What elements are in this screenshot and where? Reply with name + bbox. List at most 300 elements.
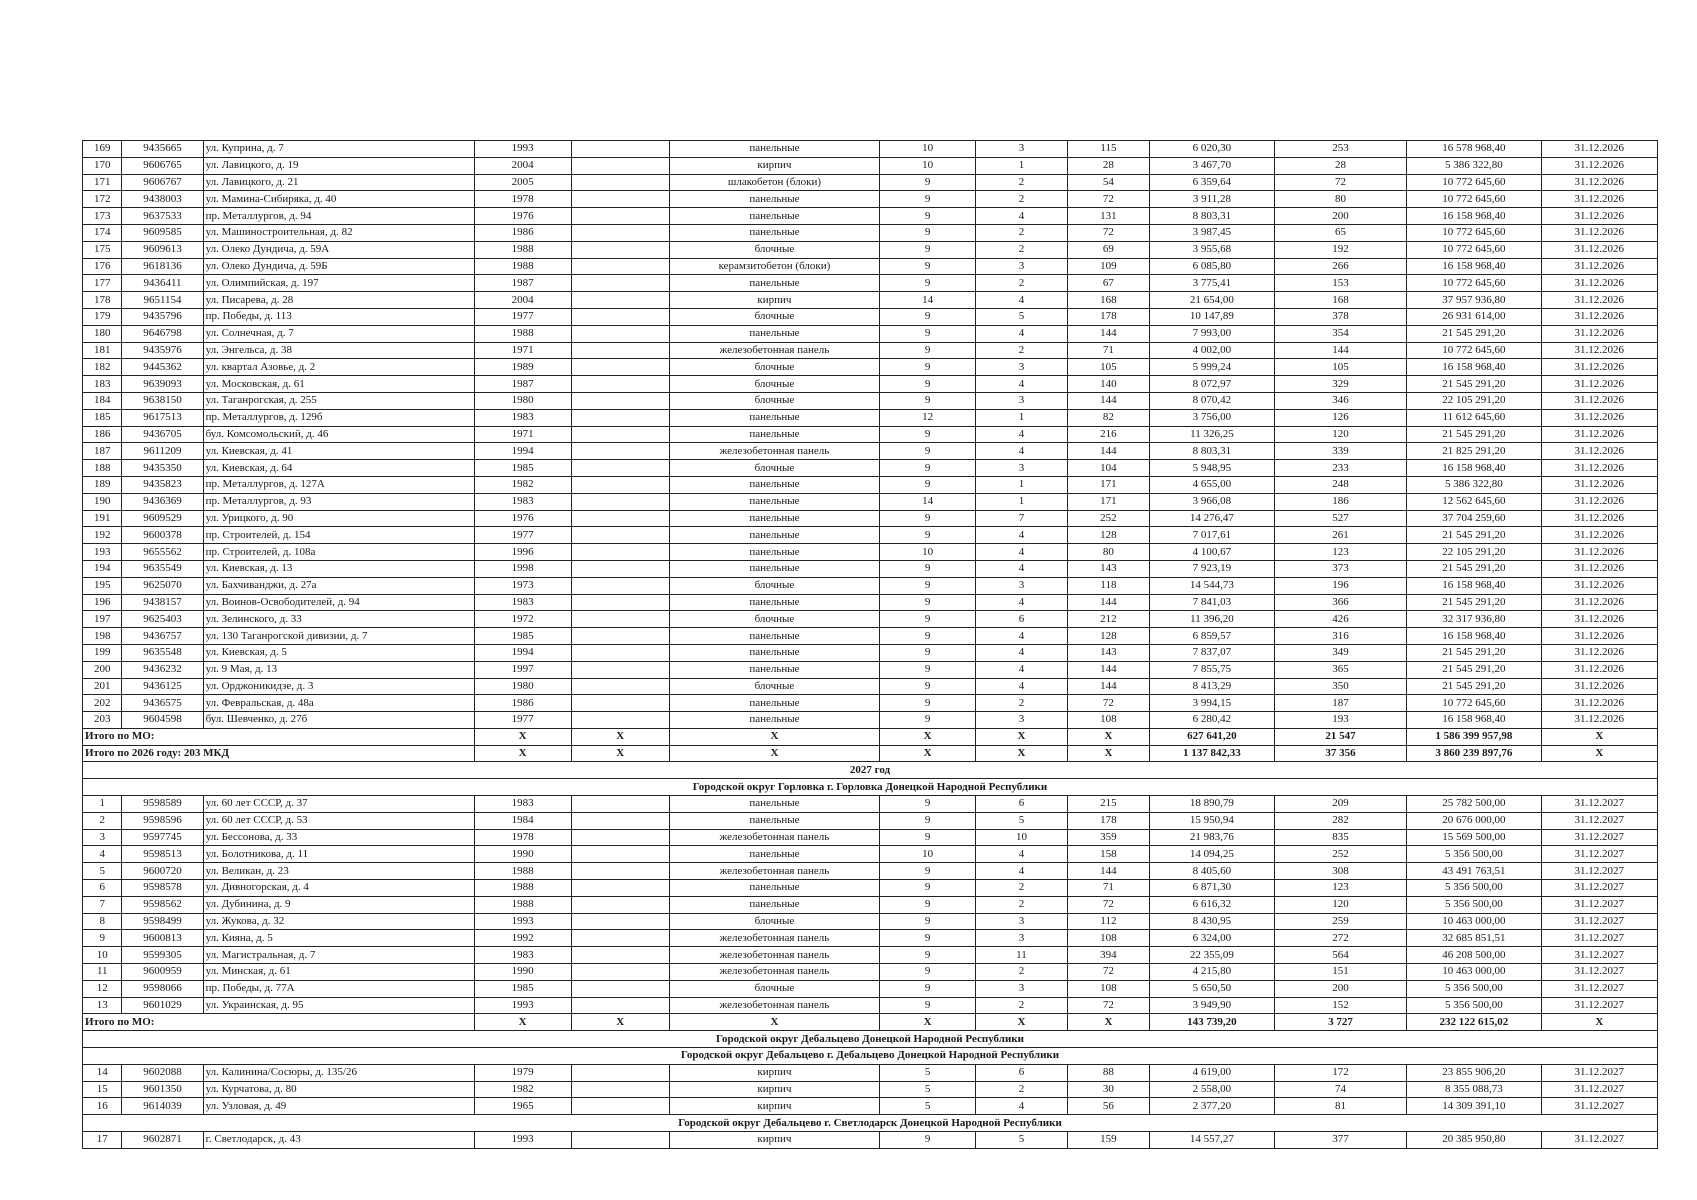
table-cell: 81 <box>1274 1098 1406 1115</box>
table-cell: 9598578 <box>122 880 203 897</box>
table-cell: 308 <box>1274 863 1406 880</box>
table-cell <box>571 409 669 426</box>
table-cell: 2 <box>976 241 1068 258</box>
table-cell <box>571 325 669 342</box>
table-cell: 3 <box>976 577 1068 594</box>
table-cell: 31.12.2027 <box>1541 863 1657 880</box>
table-cell: 9 <box>880 359 976 376</box>
table-cell: 9618136 <box>122 258 203 275</box>
table-cell: 31.12.2026 <box>1541 460 1657 477</box>
table-cell: 1986 <box>474 224 571 241</box>
table-cell: ул. Писарева, д. 28 <box>203 292 474 309</box>
table-cell: блочные <box>669 376 879 393</box>
table-cell: 31.12.2026 <box>1541 275 1657 292</box>
table-cell: 272 <box>1274 930 1406 947</box>
table-cell: 71 <box>1067 880 1149 897</box>
table-cell: 1971 <box>474 342 571 359</box>
table-cell: 10 772 645,60 <box>1407 241 1541 258</box>
table-cell: 123 <box>1274 544 1406 561</box>
total-cell: X <box>1541 745 1657 762</box>
table-cell: 266 <box>1274 258 1406 275</box>
total-cell: X <box>880 1014 976 1031</box>
table-cell: ул. Калинина/Сосюры, д. 135/26 <box>203 1064 474 1081</box>
table-cell: 178 <box>83 292 122 309</box>
table-cell: 5 356 500,00 <box>1407 980 1541 997</box>
table-cell: 72 <box>1067 224 1149 241</box>
table-cell: ул. Курчатова, д. 80 <box>203 1081 474 1098</box>
table-cell: 5 356 500,00 <box>1407 846 1541 863</box>
table-cell <box>571 342 669 359</box>
table-cell: 8 355 088,73 <box>1407 1081 1541 1098</box>
table-cell: 69 <box>1067 241 1149 258</box>
table-cell: 187 <box>1274 695 1406 712</box>
table-cell: 3 <box>976 359 1068 376</box>
table-cell: 178 <box>1067 308 1149 325</box>
table-cell: 31.12.2027 <box>1541 812 1657 829</box>
table-cell: 11 <box>976 947 1068 964</box>
table-cell: 88 <box>1067 1064 1149 1081</box>
total-cell: X <box>976 745 1068 762</box>
total-cell: X <box>669 728 879 745</box>
table-cell: 31.12.2026 <box>1541 342 1657 359</box>
table-cell: блочные <box>669 611 879 628</box>
total-cell: X <box>474 1014 571 1031</box>
table-cell <box>571 174 669 191</box>
table-cell: 1993 <box>474 1132 571 1149</box>
table-row <box>83 392 1658 409</box>
table-cell: 10 <box>880 141 976 158</box>
table-cell <box>571 359 669 376</box>
table-cell: 31.12.2027 <box>1541 1098 1657 1115</box>
table-cell: 2 <box>976 695 1068 712</box>
table-cell: 30 <box>1067 1081 1149 1098</box>
table-cell: бул. Шевченко, д. 27б <box>203 712 474 729</box>
table-cell: панельные <box>669 628 879 645</box>
table-cell: 189 <box>83 476 122 493</box>
total-cell: X <box>571 745 669 762</box>
table-cell: 9 <box>880 342 976 359</box>
table-cell: 3 <box>976 980 1068 997</box>
table-cell: 1993 <box>474 997 571 1014</box>
table-cell: 21 545 291,20 <box>1407 678 1541 695</box>
table-cell: 14 094,25 <box>1150 846 1275 863</box>
table-cell: 365 <box>1274 661 1406 678</box>
table-cell: 1965 <box>474 1098 571 1115</box>
table-cell: 9597745 <box>122 829 203 846</box>
table-cell: 9 <box>880 947 976 964</box>
section-title: 2027 год <box>83 762 1658 779</box>
table-cell: 25 782 500,00 <box>1407 796 1541 813</box>
table-cell: 1972 <box>474 611 571 628</box>
table-cell: ул. Магистральная, д. 7 <box>203 947 474 964</box>
table-cell: 9598562 <box>122 896 203 913</box>
table-cell: 10 772 645,60 <box>1407 174 1541 191</box>
table-cell: 31.12.2026 <box>1541 208 1657 225</box>
table-cell: 9436369 <box>122 493 203 510</box>
total-year-2026-row <box>83 745 1658 762</box>
table-row <box>83 880 1658 897</box>
table-cell: 282 <box>1274 812 1406 829</box>
table-cell: 426 <box>1274 611 1406 628</box>
table-cell: 200 <box>83 661 122 678</box>
table-cell: 108 <box>1067 712 1149 729</box>
table-cell: 31.12.2027 <box>1541 846 1657 863</box>
table-cell: 7 <box>976 510 1068 527</box>
total-cell: 627 641,20 <box>1150 728 1275 745</box>
table-cell: 9 <box>880 258 976 275</box>
table-cell: железобетонная панель <box>669 443 879 460</box>
table-cell: панельные <box>669 426 879 443</box>
table-cell: 9655562 <box>122 544 203 561</box>
table-cell: 144 <box>1067 863 1149 880</box>
table-cell: 187 <box>83 443 122 460</box>
section-title: Городской округ Дебальцево Донецкой Народной Республики <box>83 1031 1658 1048</box>
table-cell: 31.12.2026 <box>1541 258 1657 275</box>
table-cell: 6 324,00 <box>1150 930 1275 947</box>
total-mo-row <box>83 728 1658 745</box>
table-cell: 1988 <box>474 880 571 897</box>
table-cell: 4 <box>976 208 1068 225</box>
section-title: Городской округ Горловка г. Горловка Донецкой Народной Республики <box>83 779 1658 796</box>
table-row <box>83 376 1658 393</box>
table-cell: 31.12.2026 <box>1541 308 1657 325</box>
table-cell: 72 <box>1067 964 1149 981</box>
table-cell: 1988 <box>474 325 571 342</box>
table-row <box>83 476 1658 493</box>
section-gorlovka-header <box>83 779 1658 796</box>
table-row <box>83 426 1658 443</box>
table-cell: 72 <box>1067 997 1149 1014</box>
table-body <box>83 141 1658 1149</box>
table-cell: 171 <box>83 174 122 191</box>
table-cell: 173 <box>83 208 122 225</box>
table-cell <box>571 863 669 880</box>
table-cell: 373 <box>1274 560 1406 577</box>
table-cell: 9611209 <box>122 443 203 460</box>
table-cell: 2 <box>976 174 1068 191</box>
table-cell: 9436575 <box>122 695 203 712</box>
table-cell: 144 <box>1067 678 1149 695</box>
table-cell: 112 <box>1067 913 1149 930</box>
table-cell: ул. Кияна, д. 5 <box>203 930 474 947</box>
table-cell: 31.12.2026 <box>1541 241 1657 258</box>
table-cell: 9 <box>880 644 976 661</box>
table-cell: 175 <box>83 241 122 258</box>
table-cell: 4 <box>83 846 122 863</box>
table-cell: 21 545 291,20 <box>1407 560 1541 577</box>
table-cell: 182 <box>83 359 122 376</box>
table-cell: 120 <box>1274 426 1406 443</box>
section-svetlodarsk-header <box>83 1115 1658 1132</box>
table-cell <box>571 913 669 930</box>
table-cell: 144 <box>1067 443 1149 460</box>
table-cell: 6 <box>976 1064 1068 1081</box>
table-cell: 184 <box>83 392 122 409</box>
table-cell: 22 105 291,20 <box>1407 392 1541 409</box>
table-cell: кирпич <box>669 157 879 174</box>
table-cell: 15 569 500,00 <box>1407 829 1541 846</box>
table-cell: 195 <box>83 577 122 594</box>
table-cell: 5 <box>976 812 1068 829</box>
table-cell: 202 <box>83 695 122 712</box>
table-cell: 67 <box>1067 275 1149 292</box>
total-cell: 232 122 615,02 <box>1407 1014 1541 1031</box>
table-cell: 1985 <box>474 460 571 477</box>
table-cell: 4 <box>976 527 1068 544</box>
table-cell: 9445362 <box>122 359 203 376</box>
table-cell: 9651154 <box>122 292 203 309</box>
table-cell: 31.12.2026 <box>1541 527 1657 544</box>
table-cell: 16 578 968,40 <box>1407 141 1541 158</box>
table-cell: 171 <box>1067 493 1149 510</box>
table-cell: 31.12.2026 <box>1541 224 1657 241</box>
table-cell: 4 002,00 <box>1150 342 1275 359</box>
table-cell: 1987 <box>474 275 571 292</box>
table-cell: ул. 130 Таганрогской дивизии, д. 7 <box>203 628 474 645</box>
table-cell: 20 385 950,80 <box>1407 1132 1541 1149</box>
table-cell: 4 <box>976 1098 1068 1115</box>
table-cell: 11 612 645,60 <box>1407 409 1541 426</box>
table-cell: 4 <box>976 292 1068 309</box>
table-cell: 9609613 <box>122 241 203 258</box>
table-cell: 354 <box>1274 325 1406 342</box>
table-cell: ул. Бахчиванджи, д. 27а <box>203 577 474 594</box>
table-cell <box>571 997 669 1014</box>
table-cell <box>571 577 669 594</box>
table-cell: 193 <box>1274 712 1406 729</box>
table-cell: 9 <box>880 661 976 678</box>
table-cell: 31.12.2026 <box>1541 409 1657 426</box>
table-cell: ул. Февральская, д. 48а <box>203 695 474 712</box>
table-cell: 9600959 <box>122 964 203 981</box>
table-cell: ул. Олеко Дундича, д. 59Б <box>203 258 474 275</box>
table-cell: 177 <box>83 275 122 292</box>
table-cell: 74 <box>1274 1081 1406 1098</box>
table-cell: 200 <box>1274 980 1406 997</box>
table-cell: 176 <box>83 258 122 275</box>
table-cell: 3 994,15 <box>1150 695 1275 712</box>
table-cell: 128 <box>1067 628 1149 645</box>
table-cell: 31.12.2026 <box>1541 560 1657 577</box>
table-cell <box>571 712 669 729</box>
table-cell: 72 <box>1067 695 1149 712</box>
table-cell: 31.12.2026 <box>1541 376 1657 393</box>
table-cell: 170 <box>83 157 122 174</box>
table-row <box>83 342 1658 359</box>
table-cell: панельные <box>669 476 879 493</box>
table-cell: 16 158 968,40 <box>1407 628 1541 645</box>
table-cell: 190 <box>83 493 122 510</box>
table-cell: 120 <box>1274 896 1406 913</box>
table-cell: 179 <box>83 308 122 325</box>
table-cell: 377 <box>1274 1132 1406 1149</box>
table-cell: 13 <box>83 997 122 1014</box>
section-debaltsevo-city-header <box>83 1048 1658 1065</box>
table-cell: пр. Металлургов, д. 93 <box>203 493 474 510</box>
table-cell: панельные <box>669 644 879 661</box>
table-cell: 359 <box>1067 829 1149 846</box>
table-cell <box>571 896 669 913</box>
table-cell <box>571 980 669 997</box>
table-cell: 350 <box>1274 678 1406 695</box>
table-cell <box>571 224 669 241</box>
table-cell: 31.12.2026 <box>1541 628 1657 645</box>
table-cell: 9 <box>880 678 976 695</box>
table-row <box>83 997 1658 1014</box>
table-cell: панельные <box>669 191 879 208</box>
table-cell: 31.12.2027 <box>1541 896 1657 913</box>
table-cell: 192 <box>83 527 122 544</box>
table-cell: 316 <box>1274 628 1406 645</box>
table-cell: ул. Урицкого, д. 90 <box>203 510 474 527</box>
table-cell: 9609585 <box>122 224 203 241</box>
table-cell: ул. Бессонова, д. 33 <box>203 829 474 846</box>
table-cell: 4 <box>976 678 1068 695</box>
table-cell <box>571 527 669 544</box>
table-cell: панельные <box>669 812 879 829</box>
table-cell <box>571 544 669 561</box>
table-cell: 6 <box>83 880 122 897</box>
table-cell: 7 993,00 <box>1150 325 1275 342</box>
table-cell: 3 <box>976 930 1068 947</box>
table-cell <box>571 241 669 258</box>
table-cell: г. Светлодарск, д. 43 <box>203 1132 474 1149</box>
table-cell: 9 <box>880 863 976 880</box>
table-cell: 201 <box>83 678 122 695</box>
table-cell: ул. Зелинского, д. 33 <box>203 611 474 628</box>
table-cell: 1978 <box>474 191 571 208</box>
table-row <box>83 275 1658 292</box>
table-cell: 6 020,30 <box>1150 141 1275 158</box>
table-cell: 9637533 <box>122 208 203 225</box>
table-cell: 56 <box>1067 1098 1149 1115</box>
table-cell: 15 950,94 <box>1150 812 1275 829</box>
table-cell <box>571 426 669 443</box>
total-cell: 3 727 <box>1274 1014 1406 1031</box>
table-cell: 31.12.2026 <box>1541 510 1657 527</box>
table-cell: 10 772 645,60 <box>1407 191 1541 208</box>
table-cell: 9 <box>880 1132 976 1149</box>
table-cell: ул. Киевская, д. 41 <box>203 443 474 460</box>
table-cell: 16 158 968,40 <box>1407 712 1541 729</box>
table-cell: 109 <box>1067 258 1149 275</box>
table-cell: керамзитобетон (блоки) <box>669 258 879 275</box>
table-cell: 31.12.2027 <box>1541 1081 1657 1098</box>
table-cell: 4 <box>976 560 1068 577</box>
table-cell <box>571 644 669 661</box>
table-cell: 9635549 <box>122 560 203 577</box>
table-cell <box>571 964 669 981</box>
table-cell: 9 <box>880 964 976 981</box>
table-cell: 9438157 <box>122 594 203 611</box>
total-cell: X <box>1541 728 1657 745</box>
table-cell: пр. Строителей, д. 154 <box>203 527 474 544</box>
table-cell: 10 <box>880 544 976 561</box>
table-cell: 1994 <box>474 443 571 460</box>
table-cell: панельные <box>669 712 879 729</box>
table-cell: 1983 <box>474 947 571 964</box>
table-cell: кирпич <box>669 1098 879 1115</box>
table-cell: 3 775,41 <box>1150 275 1275 292</box>
table-cell: 9 <box>880 896 976 913</box>
table-cell: 9598499 <box>122 913 203 930</box>
table-cell: 1993 <box>474 913 571 930</box>
table-cell: блочные <box>669 460 879 477</box>
table-cell: 5 <box>976 1132 1068 1149</box>
table-cell: железобетонная панель <box>669 342 879 359</box>
table-cell <box>571 829 669 846</box>
table-cell: 143 <box>1067 644 1149 661</box>
table-cell: 10 <box>880 846 976 863</box>
table-cell: 9598589 <box>122 796 203 813</box>
table-cell: 9 <box>880 174 976 191</box>
table-cell: панельные <box>669 594 879 611</box>
table-cell: 22 355,09 <box>1150 947 1275 964</box>
section-title: Городской округ Дебальцево г. Дебальцево Донецкой Народной Республики <box>83 1048 1658 1065</box>
table-cell: 5 356 500,00 <box>1407 997 1541 1014</box>
table-cell: железобетонная панель <box>669 947 879 964</box>
table-cell: 31.12.2026 <box>1541 695 1657 712</box>
table-cell: блочные <box>669 241 879 258</box>
table-cell: кирпич <box>669 1081 879 1098</box>
table-cell: 394 <box>1067 947 1149 964</box>
table-cell: 37 704 259,60 <box>1407 510 1541 527</box>
table-row <box>83 980 1658 997</box>
table-cell: 216 <box>1067 426 1149 443</box>
table-row <box>83 208 1658 225</box>
table-cell: 6 085,80 <box>1150 258 1275 275</box>
table-cell: 185 <box>83 409 122 426</box>
table-cell: 212 <box>1067 611 1149 628</box>
table-cell: ул. Куприна, д. 7 <box>203 141 474 158</box>
table-cell: 9 <box>880 325 976 342</box>
table-cell: 248 <box>1274 476 1406 493</box>
table-cell: 1985 <box>474 980 571 997</box>
table-cell: 171 <box>1067 476 1149 493</box>
table-cell: 72 <box>1067 191 1149 208</box>
table-row <box>83 325 1658 342</box>
table-cell: 1989 <box>474 359 571 376</box>
table-cell: 10 <box>880 157 976 174</box>
table-cell: ул. Минская, д. 61 <box>203 964 474 981</box>
table-cell: 174 <box>83 224 122 241</box>
table-cell: панельные <box>669 141 879 158</box>
table-cell: ул. Дивногорская, д. 4 <box>203 880 474 897</box>
total-cell: 21 547 <box>1274 728 1406 745</box>
table-cell: блочные <box>669 980 879 997</box>
table-cell: 8 430,95 <box>1150 913 1275 930</box>
table-cell: ул. Мамина-Сибиряка, д. 40 <box>203 191 474 208</box>
table-cell: ул. Дубинина, д. 9 <box>203 896 474 913</box>
table-cell: 14 276,47 <box>1150 510 1275 527</box>
table-cell <box>571 292 669 309</box>
table-cell: 9598596 <box>122 812 203 829</box>
table-cell: 15 <box>83 1081 122 1098</box>
table-cell: 31.12.2027 <box>1541 980 1657 997</box>
table-cell: 21 545 291,20 <box>1407 594 1541 611</box>
table-cell: 193 <box>83 544 122 561</box>
table-cell: блочные <box>669 577 879 594</box>
table-cell: 11 326,25 <box>1150 426 1275 443</box>
table-cell: 123 <box>1274 880 1406 897</box>
table-cell <box>571 1132 669 1149</box>
table-cell: 9602088 <box>122 1064 203 1081</box>
table-cell: 835 <box>1274 829 1406 846</box>
table-cell: ул. квартал Азовье, д. 2 <box>203 359 474 376</box>
table-cell: ул. Узловая, д. 49 <box>203 1098 474 1115</box>
table-cell: пр. Победы, д. 77А <box>203 980 474 997</box>
table-row <box>83 913 1658 930</box>
